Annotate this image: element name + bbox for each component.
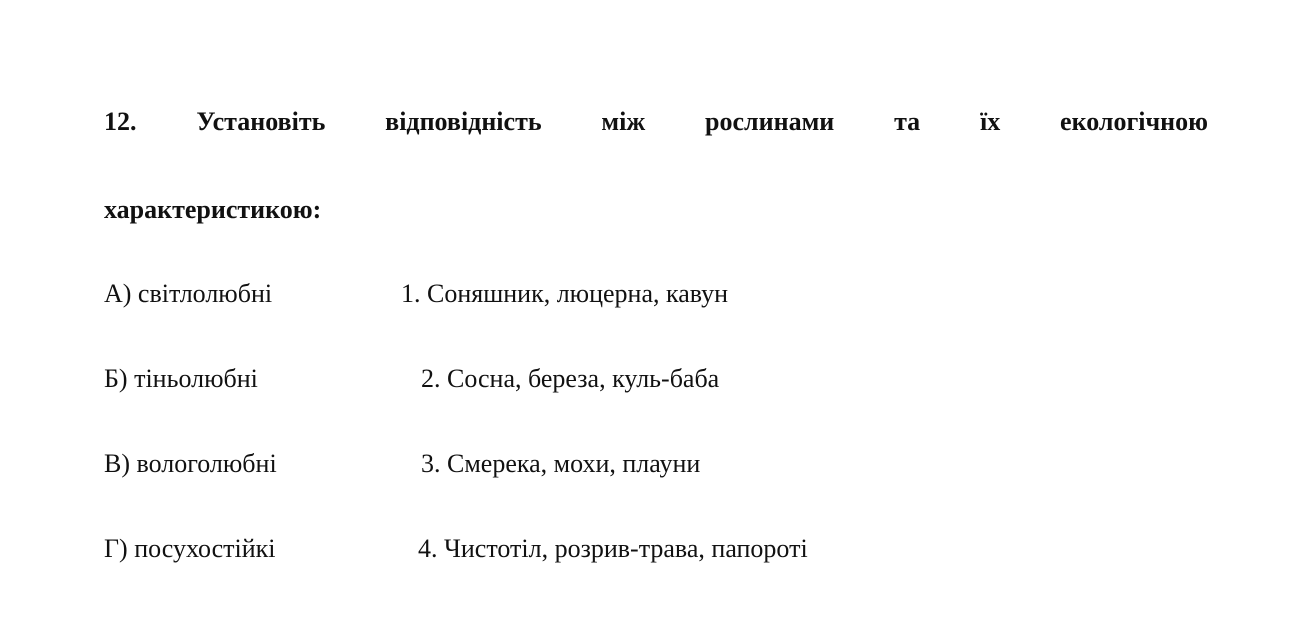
question-word: Установіть (196, 107, 326, 136)
option-label-g: Г) посухостійкі (104, 534, 276, 563)
question-word: та (894, 107, 921, 136)
question-number: 12. (104, 107, 137, 136)
question-word: рослинами (705, 107, 835, 136)
question-word: між (601, 107, 646, 136)
answer-4: 4. Чистотіл, розрив-трава, папороті (418, 534, 808, 563)
question-word: відповідність (385, 107, 542, 136)
answer-1: 1. Соняшник, люцерна, кавун (401, 279, 729, 308)
option-label-b: Б) тіньолюбні (104, 364, 258, 393)
question-line-1 (104, 100, 1208, 144)
answer-3: 3. Смерека, мохи, плауни (421, 449, 701, 478)
option-label-a: А) світлолюбні (104, 279, 273, 308)
answer-2: 2. Сосна, береза, куль-баба (421, 364, 720, 393)
question-word: їх (979, 107, 1001, 136)
option-label-v: В) вологолюбні (104, 449, 277, 478)
question-text (104, 100, 1208, 224)
question-line-2: характеристикою: (104, 195, 322, 224)
question-word: екологічною (1060, 107, 1208, 136)
